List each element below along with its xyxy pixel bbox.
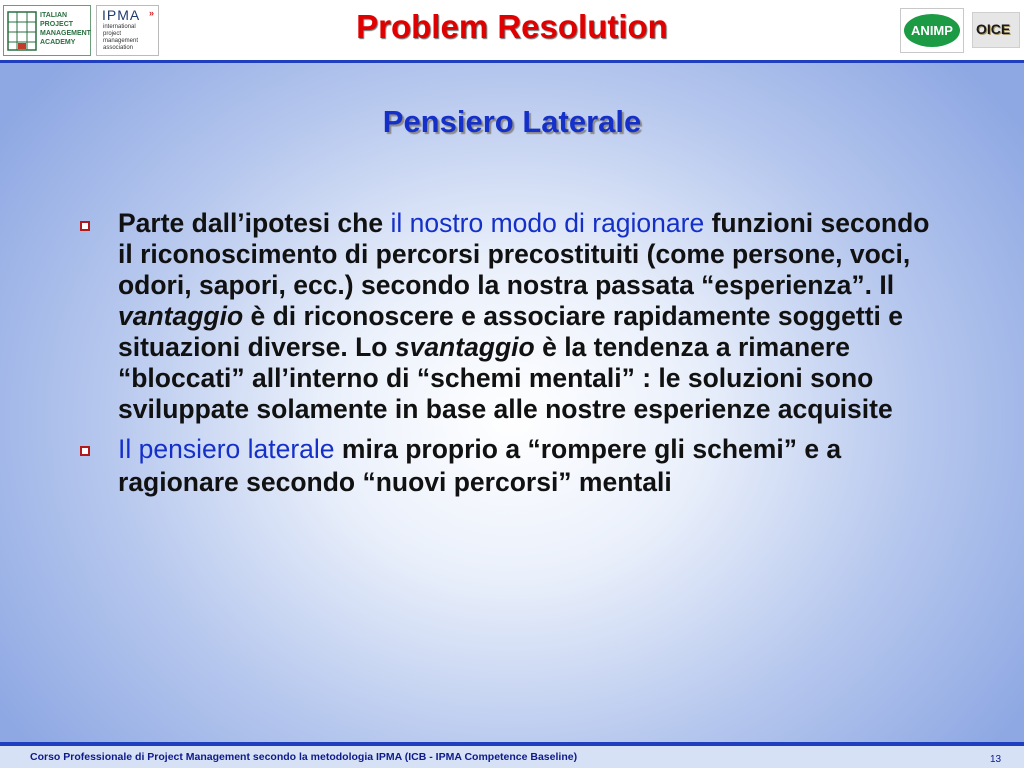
slide-main-title: Problem Resolution [356,8,668,45]
ipma-line-2: project [103,31,122,37]
ipma-chevron-mark: » [149,8,155,18]
academy-line-3: MANAGEMENT [40,30,91,37]
bullet-1-italic-svantaggio: svantaggio [394,332,535,362]
page-number: 13 [990,754,1002,765]
ipma-line-4: association [103,45,134,51]
bullet-1-text-b: funzioni secondo il riconoscimento di percorsi precostituiti (come persone, voci, odori, sapori, ecc.) secondo la nostra passata “esperienza”. Il [118,208,930,300]
bullet-item-1 [76,208,936,425]
academy-line-4: ACADEMY [40,39,76,46]
oice-logo-text: OICE [976,21,1011,37]
bullet-2-highlight: Il pensiero laterale [118,434,335,464]
animp-logo [900,8,964,53]
bullet-list [76,208,936,507]
slide-subtitle: Pensiero Laterale [382,104,642,139]
bullet-1-text-d: è la tendenza a rimanere “bloccati” all’interno di “schemi mentali” : le soluzioni sono sviluppate solamente in base alle nostre esperienze acquisite [118,332,893,424]
header-bar [0,0,1024,63]
ipma-wordmark: IPMA [102,7,141,23]
bullet-item-2 [76,433,936,499]
bullet-1-highlight: il nostro modo di ragionare [390,208,705,238]
square-bullet-icon [80,221,90,231]
bullet-2-text: mira proprio a “rompere gli schemi” e a ragionare secondo “nuovi percorsi” mentali [118,434,842,497]
ipma-line-1: international [103,24,136,30]
bullet-1-text-a: Parte dall’ipotesi che [118,208,391,238]
ipma-line-3: management [103,38,139,44]
academy-line-1: ITALIAN [40,12,68,19]
footer-course-text: Corso Professionale di Project Management secondo la metodologia IPMA (ICB - IPMA Competence Baseline) [30,751,578,763]
animp-logo-text: ANIMP [904,14,960,47]
oice-logo [972,12,1020,48]
bullet-1-italic-vantaggio: vantaggio [118,301,244,331]
footer-bar [0,742,1024,768]
bullet-1-text-c: è di riconoscere e associare rapidamente soggetti e situazioni diverse. Lo [118,301,903,362]
square-bullet-icon [80,446,90,456]
academy-line-2: PROJECT [40,21,74,28]
